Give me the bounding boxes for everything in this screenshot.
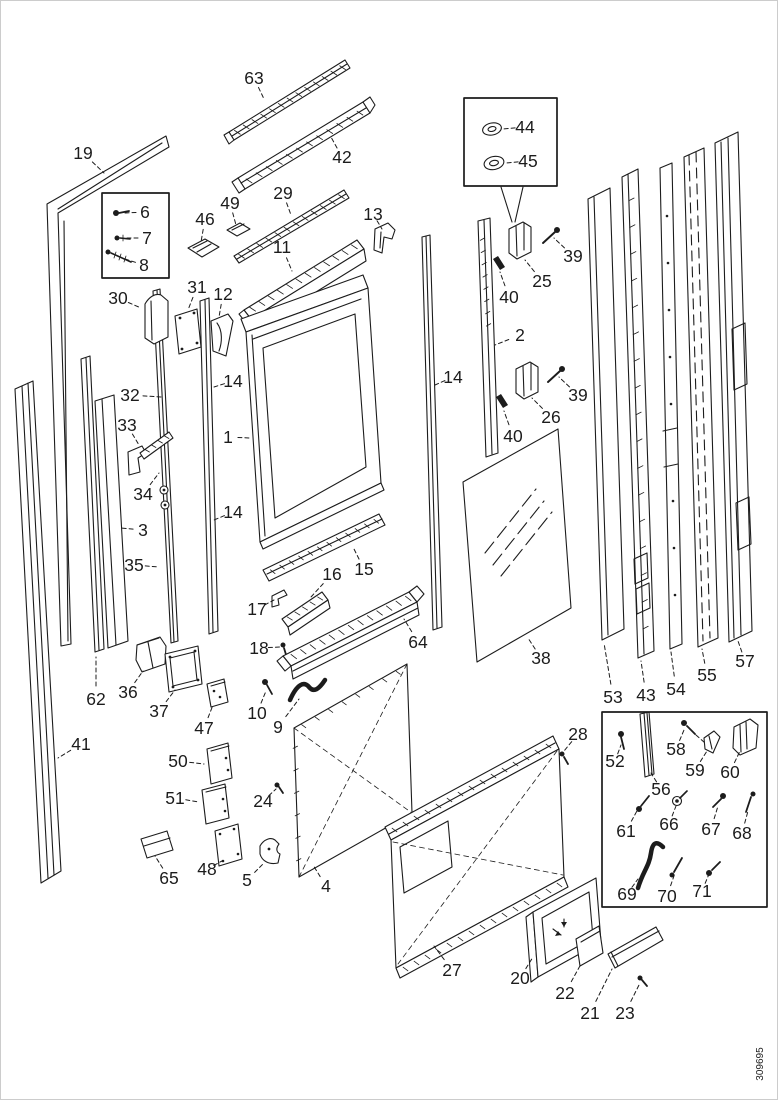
leader-line-63 [259,87,265,99]
leader-line-2 [495,340,509,346]
part-label-25 [525,260,552,291]
part-41-rail [15,381,61,883]
washer-box-pointer [501,187,523,222]
leader-line-5 [255,863,264,872]
screw-67-icon [713,793,726,807]
part-number-22: 22 [555,983,575,1003]
leader-line-15 [353,547,359,559]
part-54-rail [660,163,682,649]
part-label-44 [503,117,535,137]
part-label-60 [720,751,740,782]
part-number-21: 21 [580,1003,600,1023]
part-label-71 [692,874,711,901]
part-label-39 [559,377,588,405]
part-label-35 [124,555,159,575]
part-51-plate [202,784,229,824]
part-number-42: 42 [332,147,352,167]
part-label-14 [214,371,243,391]
part-14-right-strip [422,235,442,630]
screw-detail-box [102,193,169,278]
part-label-14 [435,367,463,387]
part-label-40 [503,411,523,446]
part-53-rail [588,188,624,640]
part-number-34: 34 [133,484,153,504]
leader-line-10 [261,691,266,703]
part-label-42 [331,137,352,167]
part-label-11 [273,237,292,271]
part-number-67: 67 [701,819,721,839]
part-number-47: 47 [194,718,214,738]
part-12-bracket [211,314,233,356]
part-number-39: 39 [568,385,588,405]
part-17-clip [272,590,287,607]
part-number-70: 70 [657,886,677,906]
leader-line-65 [155,856,163,868]
part-40-pin-lower [496,394,508,408]
part-23-screw [638,976,648,987]
part-number-49: 49 [220,193,240,213]
part-number-62: 62 [86,689,106,709]
part-number-54: 54 [666,679,686,699]
part-label-29 [273,183,292,215]
leader-line-11 [287,258,293,271]
part-48-plate [215,824,242,866]
leader-line-34 [150,473,159,485]
part-number-61: 61 [616,821,636,841]
leader-line-55 [702,649,705,663]
leader-line-25 [525,260,534,272]
part-43-rail [622,169,654,658]
leader-line-30 [128,303,141,309]
part-number-14: 14 [223,371,243,391]
part-label-2 [495,325,525,345]
part-number-65: 65 [159,868,179,888]
part-16-channel [282,592,330,635]
part-label-5 [242,863,264,890]
diagram-artwork [15,60,767,1081]
part-label-64 [404,619,428,652]
part-21-handle-bar [608,927,663,968]
clip-59-icon [704,731,720,753]
part-number-3: 3 [138,520,148,540]
part-label-57 [735,641,754,671]
part-label-38 [528,638,551,668]
leader-line-18 [268,647,280,648]
part-label-61 [616,809,638,841]
part-label-36 [118,671,143,702]
part-label-30 [108,288,141,308]
part-label-49 [220,193,239,225]
part-label-37 [149,690,175,721]
part-number-27: 27 [442,960,462,980]
part-number-56: 56 [651,779,671,799]
screw-71-icon [706,862,720,876]
part-number-63: 63 [244,68,264,88]
part-57-rail [715,132,752,642]
part-label-16 [311,564,342,597]
washer-screw-66-icon [673,791,688,806]
part-number-7: 7 [142,228,152,248]
part-number-29: 29 [273,183,293,203]
part-number-64: 64 [408,632,428,652]
part-number-9: 9 [273,717,283,737]
part-24-screw [275,783,284,794]
leader-line-45 [506,162,518,163]
leader-line-40 [500,272,505,286]
pin-68-icon [746,792,756,813]
part-label-41 [58,734,91,758]
part-label-1 [223,427,250,447]
part-label-34 [133,473,159,504]
part-number-32: 32 [120,385,140,405]
part-label-10 [247,691,267,723]
part-label-51 [165,788,199,808]
part-label-26 [532,398,561,427]
leader-line-53 [604,643,611,684]
part-50-plate [207,743,232,784]
leader-line-44 [503,128,515,129]
part-number-23: 23 [615,1003,635,1023]
part-label-54 [666,652,686,699]
part-number-51: 51 [165,788,185,808]
leader-line-40 [504,411,509,425]
part-label-46 [195,209,214,242]
part-number-37: 37 [149,701,169,721]
part-label-21 [580,969,612,1023]
part-number-43: 43 [636,685,656,705]
part-number-40: 40 [499,287,519,307]
leader-line-19 [92,162,104,173]
part-42-rail [232,97,375,193]
bracket-60-icon [733,719,758,755]
leader-line-22 [571,964,581,982]
leader-line-51 [186,800,199,802]
leader-line-12 [219,304,221,317]
part-label-6 [125,202,150,222]
part-label-17 [247,599,274,619]
pin-70-icon [670,858,683,878]
part-37-plate [165,646,202,692]
part-number-12: 12 [213,284,233,304]
part-number-48: 48 [197,859,217,879]
part-number-53: 53 [603,687,623,707]
part-number-50: 50 [168,751,188,771]
leader-line-41 [58,750,71,758]
part-number-30: 30 [108,288,128,308]
part-label-23 [615,985,639,1023]
part-label-28 [564,724,588,751]
part-label-4 [313,865,331,896]
part-label-63 [244,68,264,99]
leader-line-50 [190,762,204,764]
leader-line-29 [287,203,291,215]
part-label-70 [657,873,677,906]
part-number-25: 25 [532,271,552,291]
part-49-clip [227,223,250,236]
part-number-14: 14 [443,367,463,387]
part-label-55 [697,649,716,685]
part-number-66: 66 [659,814,679,834]
part-number-6: 6 [140,202,150,222]
part-label-47 [194,705,213,738]
part-label-67 [701,806,720,839]
part-36-end-cap [136,637,166,672]
part-label-15 [353,547,374,579]
part-number-33: 33 [117,415,137,435]
part-number-14: 14 [223,502,243,522]
part-2-strip [478,218,498,457]
part-label-39 [554,238,583,266]
leader-line-23 [631,985,639,1001]
strap-69-icon [638,843,663,888]
part-10-screw [262,679,272,694]
part-label-66 [659,806,678,834]
part-1-door-frame [241,275,384,549]
part-label-33 [117,415,139,445]
part-number-69: 69 [617,884,637,904]
part-number-36: 36 [118,682,138,702]
part-number-15: 15 [354,559,374,579]
washer-detail-box [464,98,557,186]
part-47-plate [207,679,228,707]
part-label-32 [120,385,161,405]
leader-line-67 [714,806,718,819]
part-label-69 [617,879,638,904]
part-number-59: 59 [685,760,705,780]
part-30-corner-piece [145,294,168,344]
part-number-31: 31 [187,277,207,297]
part-number-24: 24 [253,791,273,811]
part-number-1: 1 [223,427,233,447]
exploded-parts-diagram [1,1,778,1100]
leader-line-21 [596,969,612,1001]
extrusion-56-icon [640,712,654,777]
part-26-clip [516,362,538,399]
part-number-52: 52 [605,751,625,771]
part-number-11: 11 [272,237,292,257]
part-label-53 [603,643,622,707]
part-label-7 [127,228,152,248]
part-label-50 [168,751,204,771]
part-number-4: 4 [321,876,331,896]
part-number-60: 60 [720,762,740,782]
part-label-58 [666,730,685,759]
part-number-46: 46 [195,209,215,229]
leader-line-33 [132,434,139,445]
leader-line-31 [188,297,193,310]
part-label-3 [121,520,148,540]
part-label-12 [213,284,232,317]
part-number-41: 41 [71,734,91,754]
part-label-19 [73,143,104,173]
part-number-19: 19 [73,143,93,163]
part-label-62 [86,657,105,709]
part-number-44: 44 [515,117,535,137]
part-number-57: 57 [735,651,755,671]
part-label-20 [510,957,533,988]
leader-line-3 [121,528,133,529]
part-number-2: 2 [515,325,525,345]
part-label-52 [605,745,624,771]
part-38-glass-panel [463,429,571,662]
part-number-71: 71 [692,881,712,901]
part-number-38: 38 [531,648,551,668]
part-label-40 [499,272,519,307]
part-25-clip [509,222,531,259]
leader-line-9 [286,699,299,717]
part-label-68 [732,811,751,843]
part-label-18 [249,638,280,658]
part-55-rail [684,148,718,647]
part-28-screw [560,752,569,765]
part-label-65 [155,856,179,888]
watermark-number: 309695 [755,1047,766,1081]
part-number-20: 20 [510,968,530,988]
part-46-clip [188,239,219,257]
part-label-13 [363,204,382,229]
part-number-26: 26 [541,407,561,427]
part-number-17: 17 [247,599,267,619]
part-number-55: 55 [697,665,717,685]
leader-line-49 [233,213,236,225]
leader-line-36 [135,671,143,683]
part-13-bracket [374,223,395,253]
part-40-pin-upper [493,256,505,270]
part-65-cap [141,831,173,858]
part-number-13: 13 [363,204,383,224]
part-label-22 [555,964,581,1003]
part-label-8 [125,255,149,275]
part-number-58: 58 [666,739,686,759]
part-label-59 [685,751,707,780]
part-number-18: 18 [249,638,269,658]
washer-44-icon [481,121,502,137]
leader-line-1 [238,437,250,438]
part-64-channel [277,586,424,679]
part-number-68: 68 [732,823,752,843]
leader-line-6 [125,212,136,213]
part-number-45: 45 [518,151,538,171]
part-number-16: 16 [322,564,342,584]
leader-line-54 [671,652,674,676]
part-number-10: 10 [247,703,267,723]
part-label-45 [506,151,538,171]
part-9-strap [290,680,325,700]
screw-61-icon [636,796,649,812]
part-number-35: 35 [124,555,144,575]
part-label-43 [636,661,655,705]
part-number-5: 5 [242,870,252,890]
part-label-24 [253,789,276,811]
part-number-40: 40 [503,426,523,446]
leader-line-35 [145,566,159,567]
part-label-56 [651,773,671,799]
leader-line-43 [641,661,644,682]
part-number-39: 39 [563,246,583,266]
part-number-8: 8 [139,255,149,275]
part-31-plate [175,309,201,354]
part-number-28: 28 [568,724,588,744]
washer-45-icon [483,155,505,172]
part-5-bracket [260,839,280,864]
part-label-14 [214,502,243,522]
